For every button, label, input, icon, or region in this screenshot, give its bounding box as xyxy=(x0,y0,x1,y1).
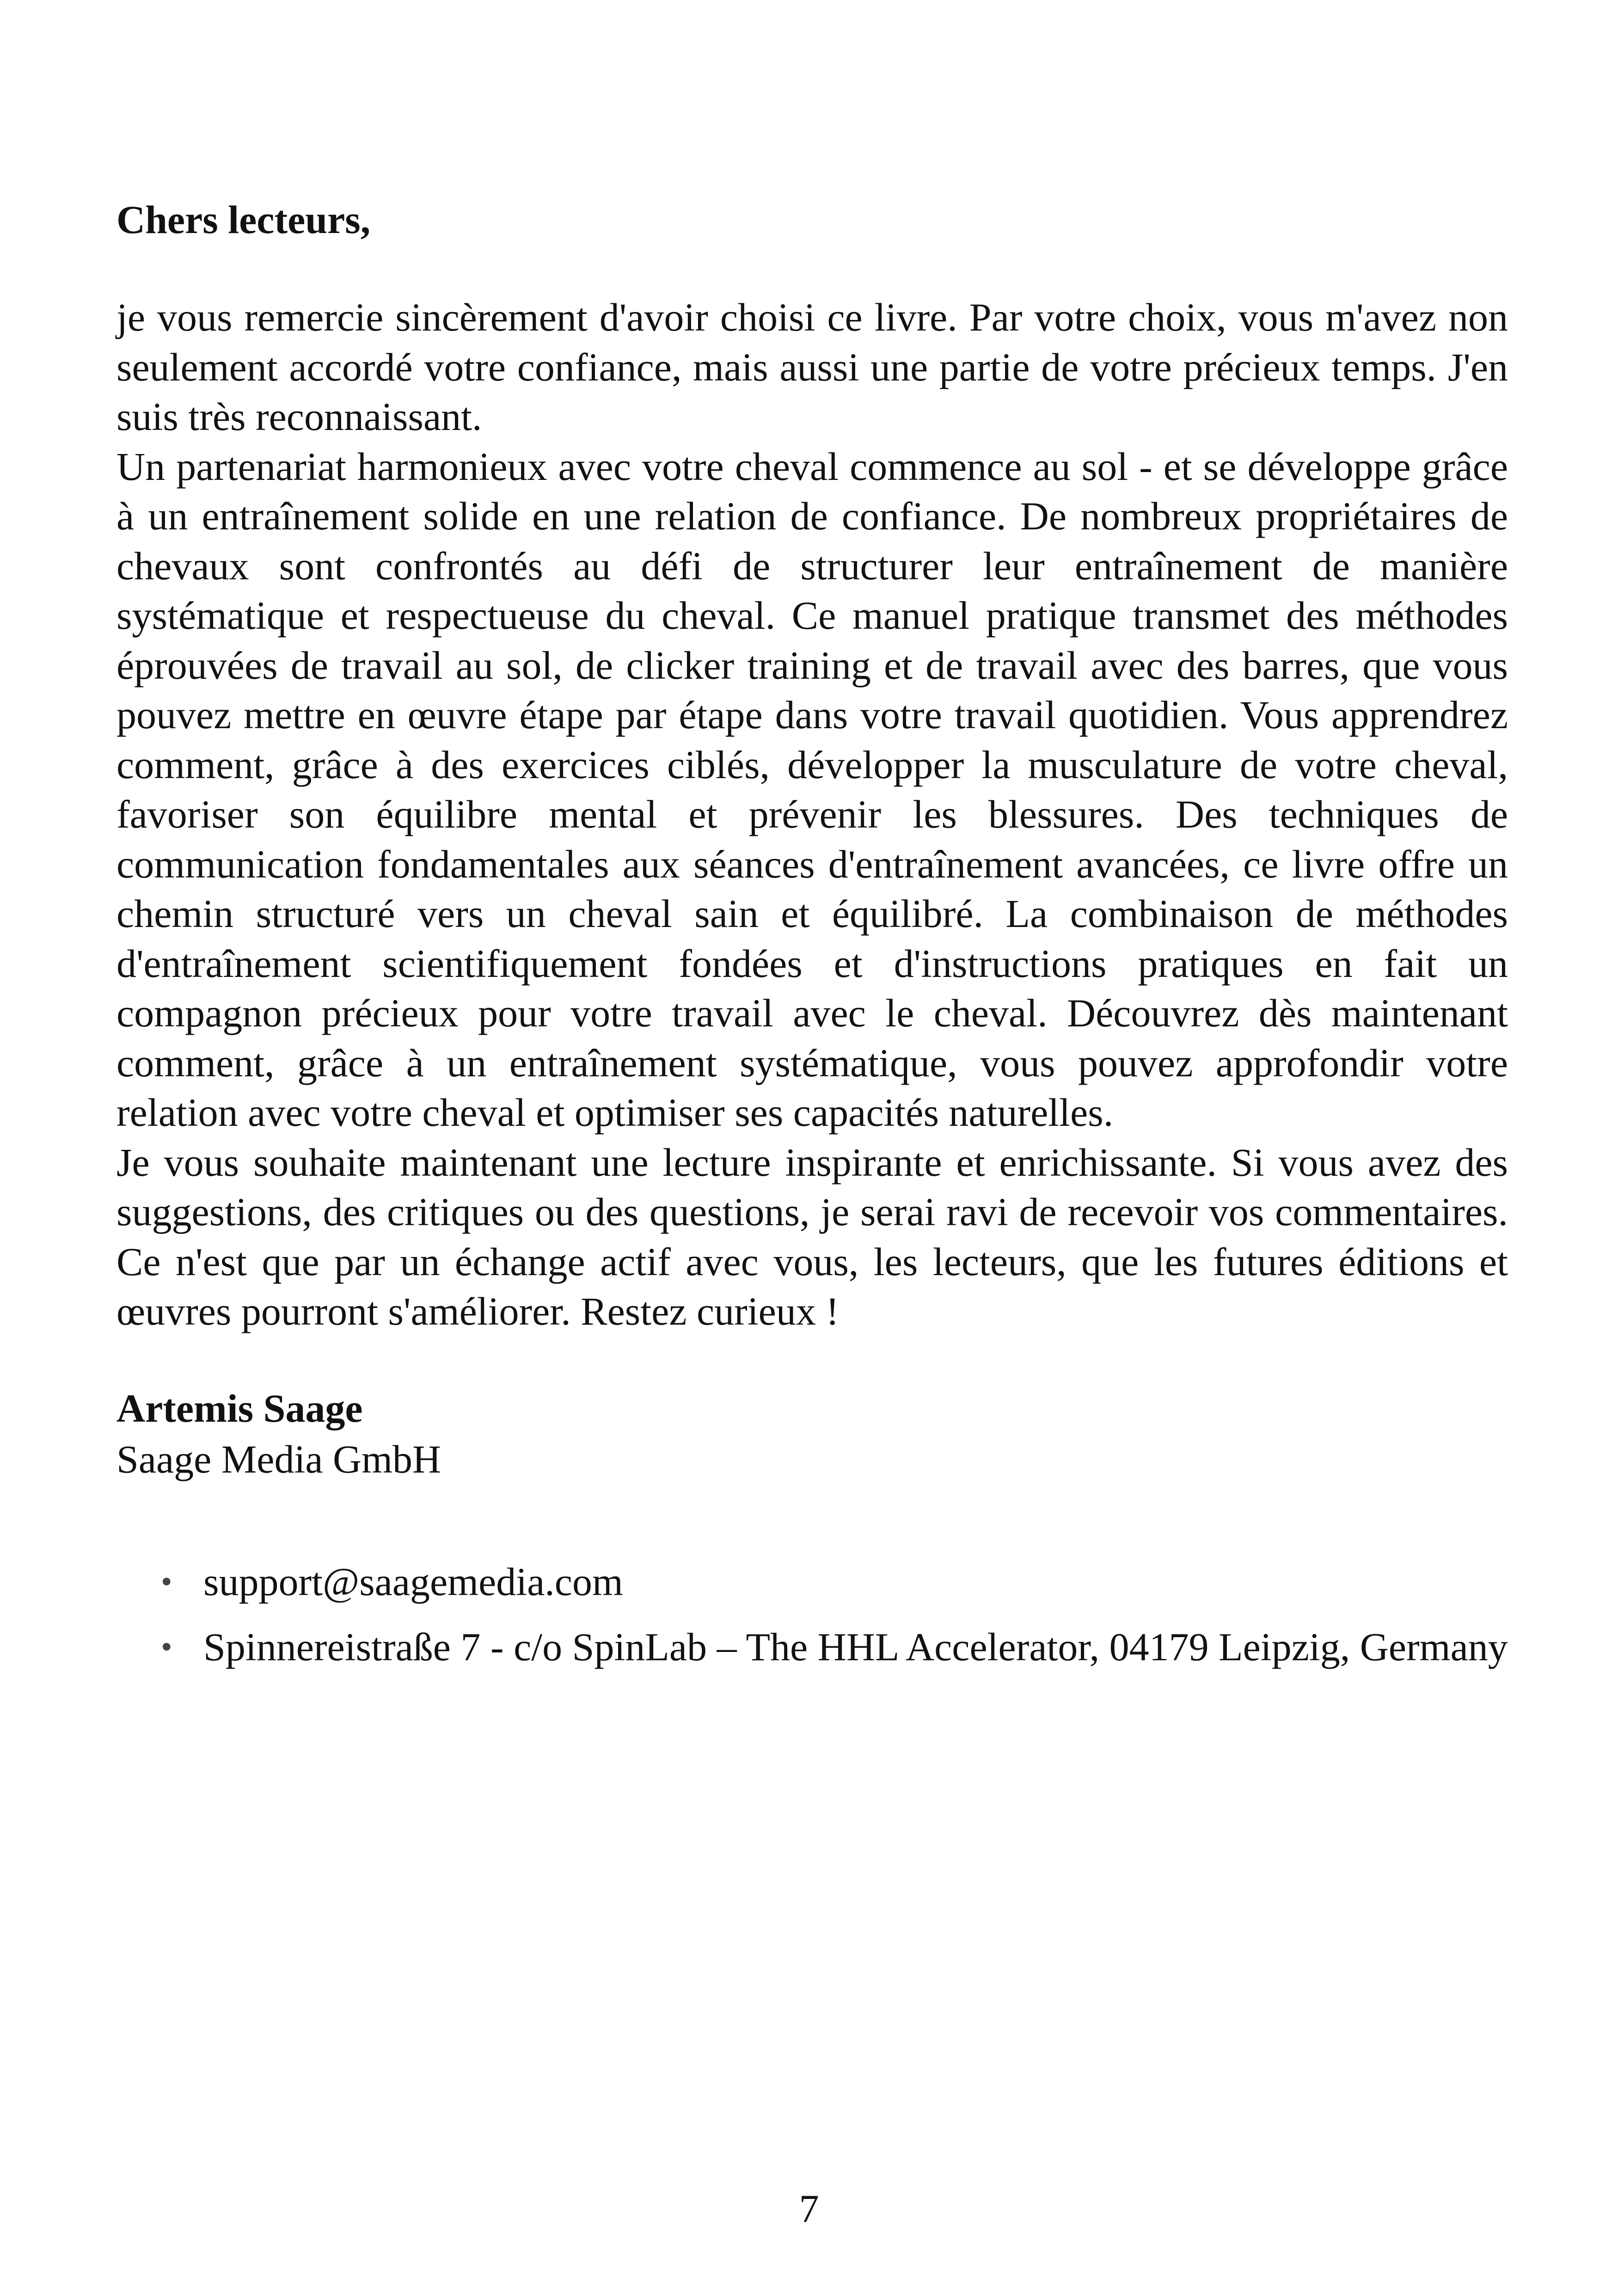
email-address: support@saagemedia.com xyxy=(203,1559,623,1604)
paragraph-book-description: Un partenariat harmonieux avec votre cheval commence au sol - et se développe grâce à un entraînement solide en une relation de confiance. De nombreux propriétaires de chevaux sont confrontés au défi de structurer leur entraînement de manière systématique et respectueuse du cheval. Ce manuel pratique transmet des méthodes éprouvées de travail au sol, de clicker training et de travail avec des barres, que vous pouvez mettre en œuvre étape par étape dans votre travail quotidien. Vous apprendrez comment, grâce à des exercices ciblés, développer la musculature de votre cheval, favoriser son équilibre mental et prévenir les blessures. Des techniques de communication fondamentales aux séances d'entraînement avancées, ce livre offre un chemin structuré vers un cheval sain et équilibré. La combinaison de méthodes d'entraînement scientifiquement fondées et d'instructions pratiques en fait un compagnon précieux pour votre travail avec le cheval. Découvrez dès maintenant comment, grâce à un entraînement systématique, vous pouvez approfondir votre relation avec votre cheval et optimiser ses capacités naturelles. xyxy=(116,444,1508,1135)
paragraph-thanks: je vous remercie sincèrement d'avoir choisi ce livre. Par votre choix, vous m'avez non seulement accordé votre confiance, mais aussi une partie de votre précieux temps. J'en suis très reconnaissant. xyxy=(116,295,1508,439)
postal-address: Spinnereistraße 7 - c/o SpinLab – The HHL Accelerator, 04179 Leipzig, Germany xyxy=(203,1625,1508,1669)
contact-item-email xyxy=(116,1557,1544,1607)
page-content xyxy=(116,194,1508,1688)
letter-body xyxy=(116,293,1508,1337)
author-name: Artemis Saage xyxy=(116,1386,363,1430)
company-name: Saage Media GmbH xyxy=(116,1437,441,1481)
contact-item-address xyxy=(116,1622,1544,1672)
paragraph-closing-wishes: Je vous souhaite maintenant une lecture inspirante et enrichissante. Si vous avez des suggestions, des critiques ou des questions, je serai ravi de recevoir vos commentaires. Ce n'est que par un échange actif avec vous, les lecteurs, que les futures éditions et œuvres pourront s'améliorer. Restez curieux ! xyxy=(116,1140,1508,1333)
signature-block xyxy=(116,1383,1508,1485)
page-number: 7 xyxy=(799,2186,819,2231)
bullet-icon: • xyxy=(161,1564,172,1600)
contact-list xyxy=(116,1557,1508,1672)
bullet-icon: • xyxy=(161,1629,172,1665)
salutation-heading: Chers lecteurs, xyxy=(116,197,371,242)
